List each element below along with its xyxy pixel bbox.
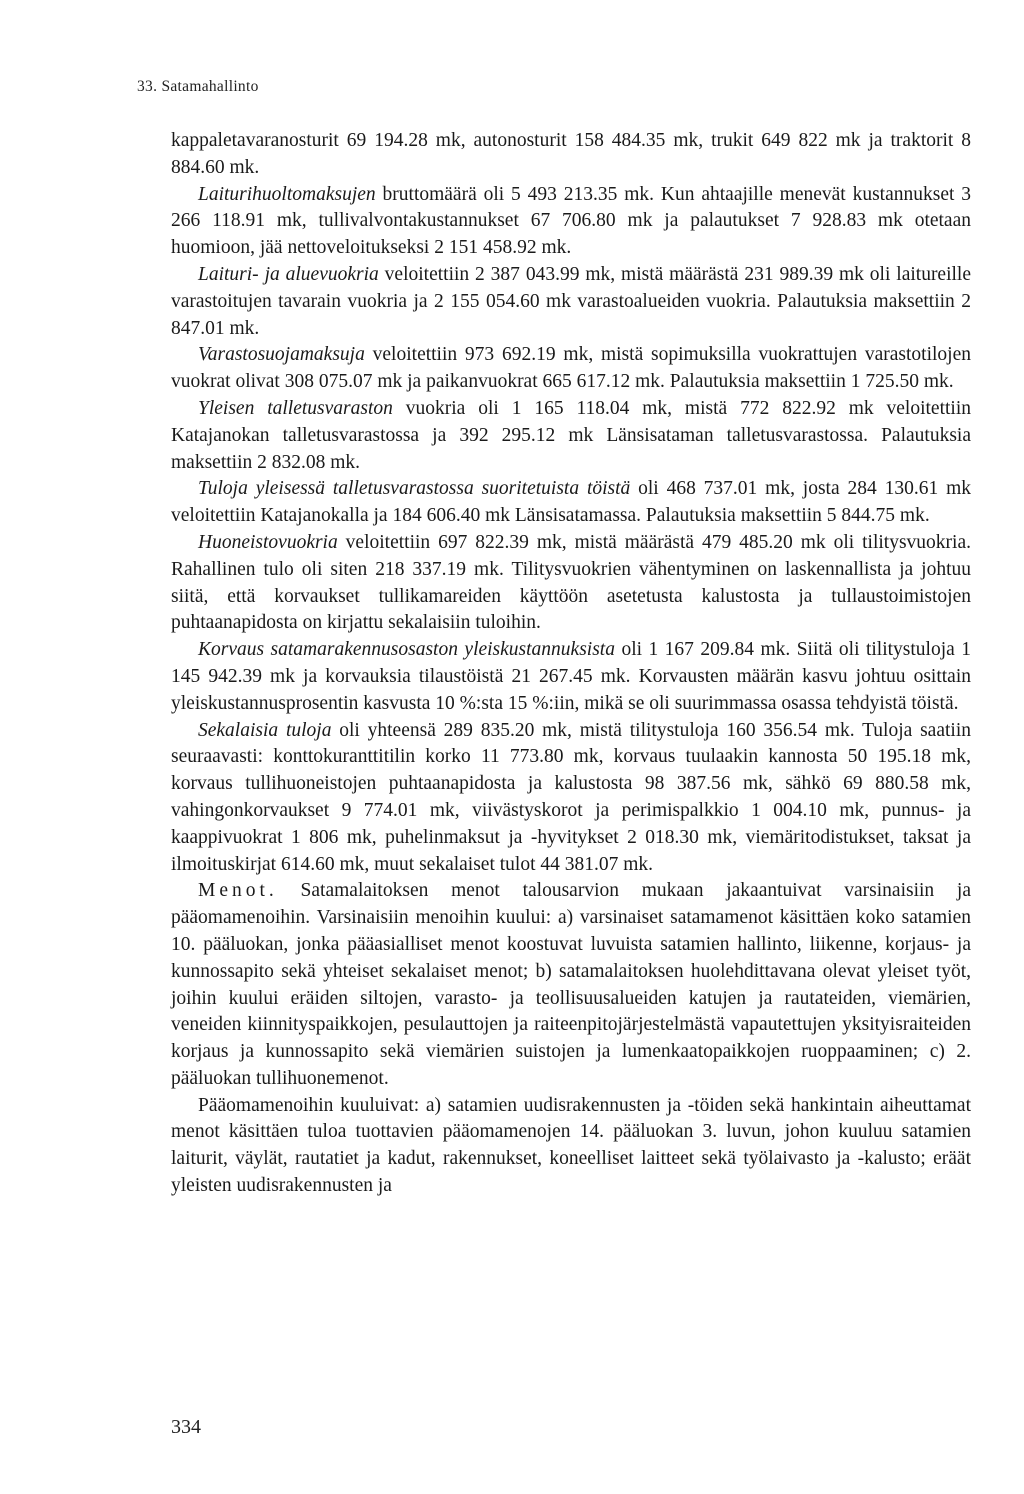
paragraph-text: oli 468 737.01 mk, josta 284 130.61 mk veloitettiin Katajanokalla ja 184 606.40 mk Länsisatamassa. Palautuksia maksettiin 5 844.75 mk. [171, 478, 971, 527]
paragraph-talletusvarasto [171, 396, 971, 476]
paragraph-1 [171, 128, 971, 182]
paragraph-text: oli yhteensä 289 835.20 mk, mistä tilitystuloja 160 356.54 mk. Tuloja saatiin seuraavasti: konttokuranttitilin korko 11 773.80 mk, korvaus tuulaakin kannosta 50 195.18 mk, korvaus tullihuoneistojen puhtaanapidosta ja kalustosta 98 387.56 mk, sähkö 69 880.58 mk, vahingonkorvaukset 9 774.01 mk, viivästyskorot ja perimispalkkio 1 004.10 mk, punnus- ja kaappivuokrat 1 806 mk, puhelinmaksut ja -hyvitykset 2 018.30 mk, viemäritodistukset, taksat ja ilmoituskirjat 614.60 mk, muut sekalaiset tulot 44 381.07 mk. [171, 719, 971, 875]
paragraph-korvaus-yleiskustannukset [171, 637, 971, 717]
paragraph-lead: Tuloja yleisessä talletusvarastossa suoritetuista töistä [198, 478, 631, 500]
paragraph-text: oli 1 167 209.84 mk. Siitä oli tilitystuloja 1 145 942.39 mk ja korvauksia tilaustöistä 21 267.45 mk. Korvausten määrän kasvu johtuu osittain yleiskustannusprosentin kasvusta 10 %:sta 15 %:iin, mikä se oli suurimmassa osassa tehdyistä töistä. [171, 639, 971, 714]
paragraph-text: veloitettiin 973 692.19 mk, mistä sopimuksilla vuokrattujen varastotilojen vuokrat olivat 308 075.07 mk ja paikanvuokrat 665 617.12 mk. Palautuksia maksettiin 1 725.50 mk. [171, 344, 971, 393]
paragraph-lead: Laiturihuoltomaksujen [198, 183, 376, 205]
paragraph-menot [171, 878, 971, 1092]
paragraph-lead: Huoneistovuokria [198, 531, 338, 553]
paragraph-paaomamenot [171, 1093, 971, 1200]
paragraph-text: Pääomamenoihin kuuluivat: a) satamien uudisrakennusten ja -töiden sekä hankintain aiheuttamat menot käsittäen tuloa tuottavien pääomamenojen 14. pääluokan 3. luvun, johon kuuluu satamien laiturit, väylät, rautatiet ja kadut, rakennukset, koneelliset laitteet sekä työlaivasto ja -kalusto; eräät yleisten uudisrakennusten ja [171, 1094, 971, 1197]
paragraph-varastosuojamaksut [171, 342, 971, 396]
paragraph-laiturihuoltomaksut [171, 182, 971, 262]
paragraph-sekalaiset-tulot [171, 718, 971, 879]
paragraph-lead: Korvaus satamarakennusosaston yleiskustannuksista [198, 639, 615, 661]
paragraph-lead: Laituri- ja aluevuokria [198, 263, 379, 285]
paragraph-text: Satamalaitoksen menot talousarvion mukaan jakaantuivat varsinaisiin ja pääomamenoihin. Varsinaisiin menoihin kuului: a) varsinaiset satamamenot käsittäen koko satamien 10. pääluokan, jonka pääasialliset menot koostuvat luvuista satamien hallinto, liikenne, korjaus- ja kunnossapito sekä yhteiset sekalaiset menot; b) satamalaitoksen huolehdittavana olevat yleiset työt, joihin kuului eräiden siltojen, varasto- ja teollisuusalueiden katujen ja rautateiden, viemärien, veneiden kiinnityspaikkojen, pesulauttojen ja raiteenpitojärjestelmästä vapautettujen yksityisraiteiden korjaus ja kunnossapito sekä viemärien suistojen ja lumenkaatopaikkojen ruoppaaminen; c) 2. pääluokan tullihuonemenot. [171, 880, 971, 1089]
paragraph-text: kappaletavaranosturit 69 194.28 mk, autonosturit 158 484.35 mk, trukit 649 822 mk ja traktorit 8 884.60 mk. [171, 130, 971, 178]
paragraph-laituri-aluevuokrat [171, 262, 971, 342]
paragraph-talletusvarasto-tyot [171, 476, 971, 530]
paragraph-lead: Menot. [198, 880, 278, 902]
page-number: 334 [171, 1416, 201, 1438]
paragraph-lead: Varastosuojamaksuja [198, 344, 365, 366]
running-header: 33. Satamahallinto [137, 78, 259, 95]
paragraph-text: bruttomäärä oli 5 493 213.35 mk. Kun ahtaajille menevät kustannukset 3 266 118.91 mk, tullivalvontakustannukset 67 706.80 mk ja palautukset 7 928.83 mk otetaan huomioon, jää nettoveloitukseksi 2 151 458.92 mk. [171, 183, 971, 259]
paragraph-text: veloitettiin 697 822.39 mk, mistä määrästä 479 485.20 mk oli tilitysvuokria. Rahallinen tulo oli siten 218 337.19 mk. Tilitysvuokrien vähentyminen on laskennallista ja johtuu siitä, että korvaukset tullikamareiden käyttöön asetetusta kalustosta ja tullaustoimistojen puhtaanapidosta on kirjattu sekalaisiin tuloihin. [171, 531, 971, 634]
paragraph-lead: Sekalaisia tuloja [198, 719, 332, 741]
paragraph-lead: Yleisen talletusvaraston [198, 397, 393, 419]
paragraph-huoneistovuokrat [171, 530, 971, 637]
paragraph-text: vuokria oli 1 165 118.04 mk, mistä 772 822.92 mk veloitettiin Katajanokan talletusvarastossa ja 392 295.12 mk Länsisataman talletusvarastossa. Palautuksia maksettiin 2 832.08 mk. [171, 397, 971, 473]
paragraph-text: veloitettiin 2 387 043.99 mk, mistä määrästä 231 989.39 mk oli laitureille varastoitujen tavarain vuokria ja 2 155 054.60 mk varastoalueiden vuokria. Palautuksia maksettiin 2 847.01 mk. [171, 263, 971, 339]
body-text [171, 128, 971, 1200]
